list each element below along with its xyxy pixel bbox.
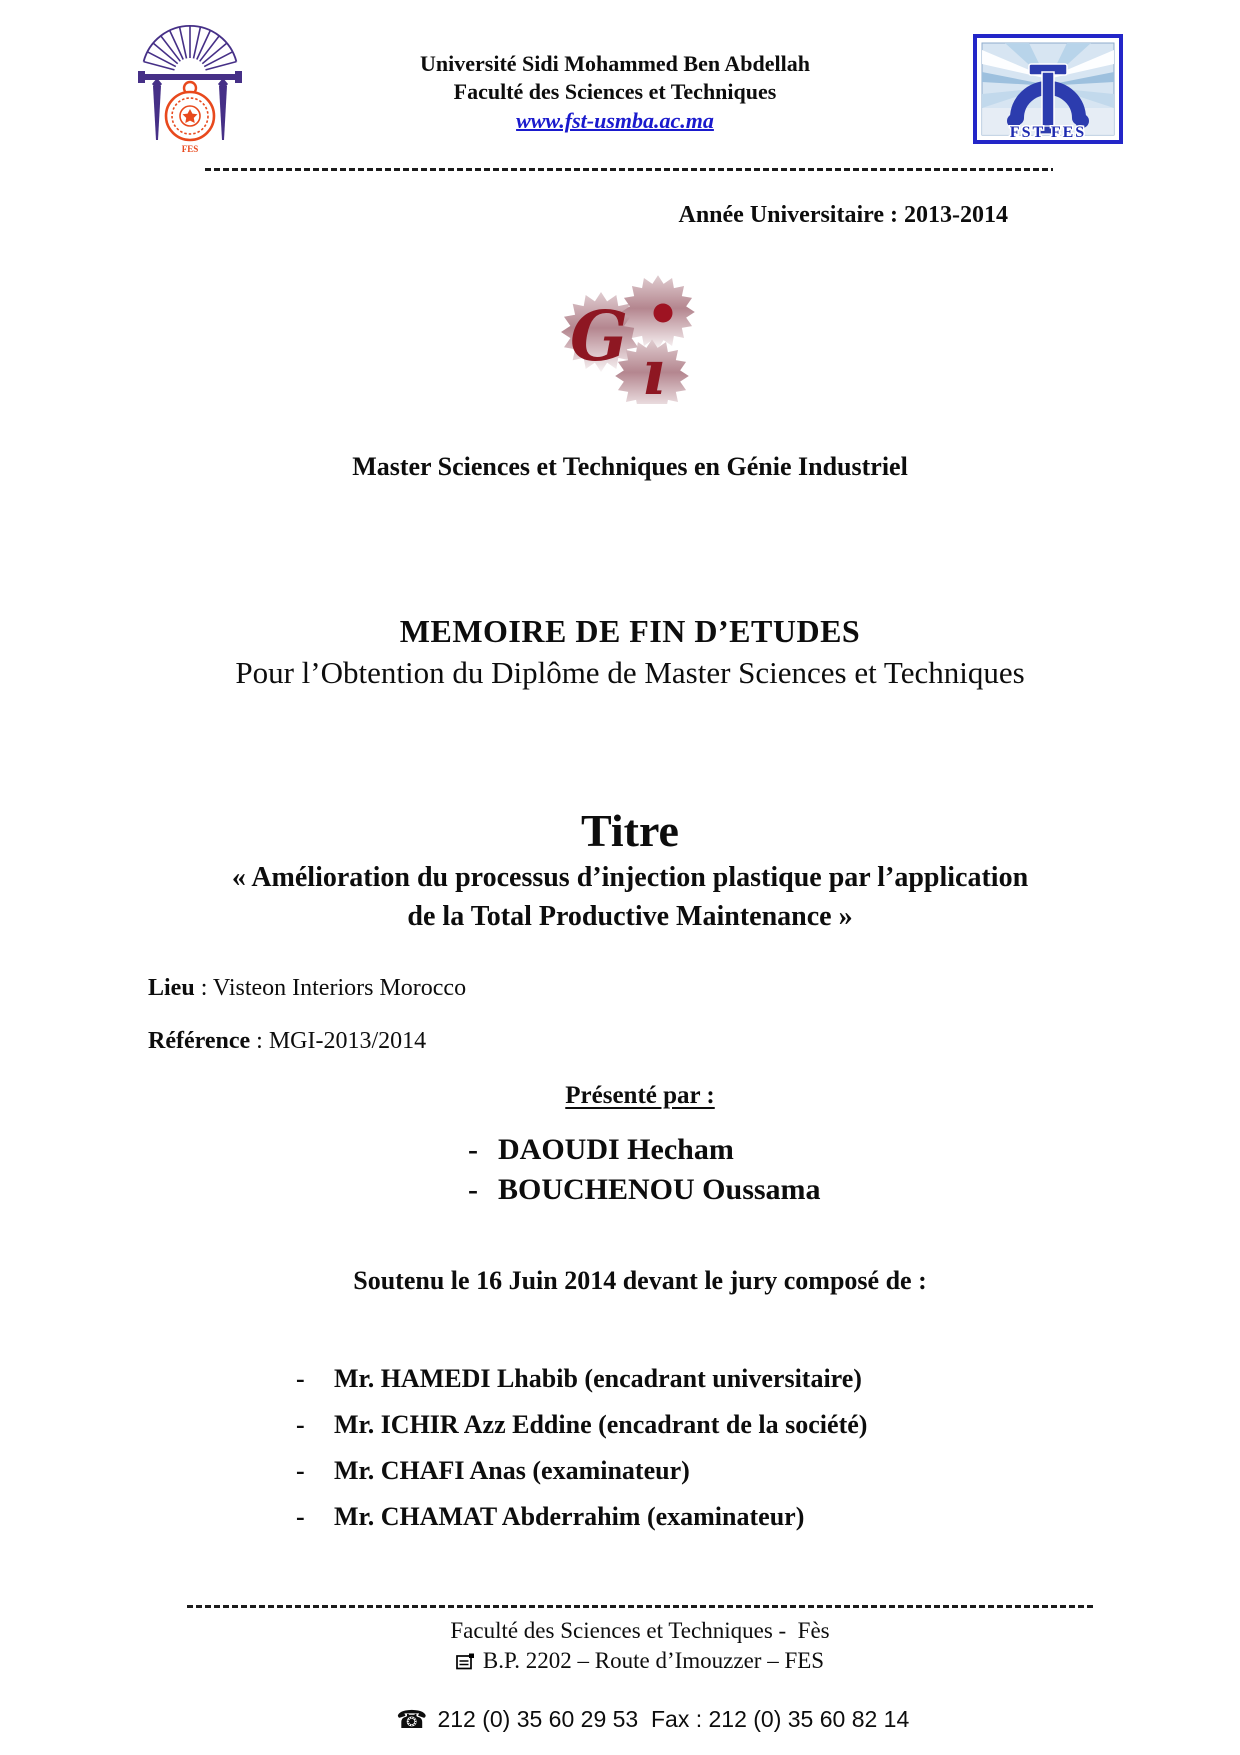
bullet-dash: - <box>296 1410 305 1439</box>
jury-item <box>296 1402 867 1448</box>
jury-item <box>296 1494 867 1540</box>
memoire-title: MEMOIRE DE FIN D’ETUDES <box>399 613 861 649</box>
fst-fes-logo <box>973 34 1123 144</box>
footer-address-line <box>20 1648 1240 1674</box>
emblem-fan-rays <box>144 26 237 70</box>
emblem-crossbar <box>141 74 239 80</box>
jury-member: Mr. HAMEDI Lhabib (encadrant universitaire) <box>334 1364 862 1393</box>
thesis-title <box>10 858 1240 936</box>
jury-member: Mr. CHAMAT Abderrahim (examinateur) <box>334 1502 805 1531</box>
i-dot <box>654 304 673 323</box>
bullet-dash: - <box>468 1173 478 1206</box>
gi-letter-g: G <box>570 297 629 377</box>
emblem-crossbar-cap-right <box>235 71 242 83</box>
footer-phone-line <box>20 1678 1240 1755</box>
reference-value: : MGI-2013/2014 <box>250 1028 427 1054</box>
author-item <box>468 1130 821 1170</box>
thesis-title-line2: de la Total Productive Maintenance » <box>407 901 853 932</box>
fst-logo-caption: FST FES <box>1009 124 1087 141</box>
titre-heading: Titre <box>581 805 679 856</box>
footer-separator <box>187 1605 1095 1608</box>
jury-item <box>296 1448 867 1494</box>
program-name: Master Sciences et Techniques en Génie Industriel <box>352 452 908 481</box>
lieu-value: : Visteon Interiors Morocco <box>194 975 467 1001</box>
academic-year: Année Universitaire : 2013-2014 <box>678 202 1008 228</box>
emblem-torch-left <box>153 86 161 140</box>
presented-by-heading <box>20 1082 1240 1110</box>
header <box>330 50 900 134</box>
thesis-title-line1: « Amélioration du processus d’injection plastique par l’application <box>231 862 1029 893</box>
jury-item <box>296 1356 867 1402</box>
footer-phone-text: 212 (0) 35 60 29 53 Fax : 212 (0) 35 60 82 14 <box>437 1706 910 1732</box>
phone-icon: ☎ <box>396 1705 428 1734</box>
gi-letter-i: ı <box>642 336 666 404</box>
emblem-crossbar-cap-left <box>138 71 145 83</box>
header-separator <box>205 168 1053 171</box>
memoire-subtitle: Pour l’Obtention du Diplôme de Master Sciences et Techniques <box>235 655 1025 690</box>
faculty-name: Faculté des Sciences et Techniques <box>453 79 777 104</box>
jury-member: Mr. ICHIR Azz Eddine (encadrant de la société) <box>334 1410 868 1439</box>
university-name: Université Sidi Mohammed Ben Abdellah <box>420 51 810 76</box>
footer-address-text: B.P. 2202 – Route d’Imouzzer – FES <box>482 1648 825 1673</box>
genie-industriel-logo <box>556 264 696 404</box>
mail-icon <box>456 1653 475 1670</box>
footer-faculty-line: Faculté des Sciences et Techniques - Fès <box>450 1618 830 1643</box>
lieu-row <box>148 975 466 1002</box>
faculty-website-link[interactable]: www.fst-usmba.ac.ma <box>516 108 714 133</box>
university-emblem-logo <box>133 22 248 154</box>
emblem-caption: FES <box>181 144 199 154</box>
presented-by-text: Présenté par : <box>565 1082 715 1109</box>
jury-member: Mr. CHAFI Anas (examinateur) <box>334 1456 690 1485</box>
lieu-label: Lieu <box>148 975 195 1001</box>
authors-list <box>468 1130 821 1210</box>
reference-row <box>148 1028 426 1055</box>
author-name: DAOUDI Hecham <box>498 1133 734 1166</box>
reference-label: Référence <box>148 1028 251 1054</box>
bullet-dash: - <box>296 1364 305 1393</box>
emblem-torch-right <box>219 86 227 140</box>
bullet-dash: - <box>296 1502 305 1531</box>
bullet-dash: - <box>296 1456 305 1485</box>
defense-intro: Soutenu le 16 Juin 2014 devant le jury composé de : <box>353 1266 927 1295</box>
bullet-dash: - <box>468 1133 478 1166</box>
author-item <box>468 1170 821 1210</box>
author-name: BOUCHENOU Oussama <box>498 1173 821 1206</box>
jury-list <box>296 1356 867 1540</box>
